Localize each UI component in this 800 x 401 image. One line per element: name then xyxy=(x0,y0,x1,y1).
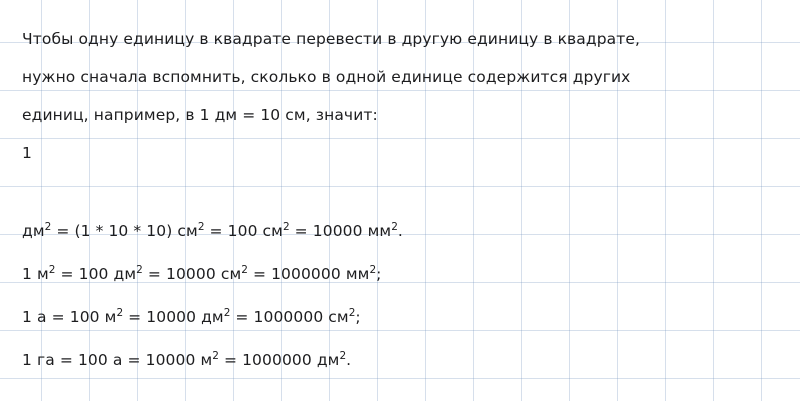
formula-part: = 1000000 см xyxy=(230,308,349,326)
exponent: 2 xyxy=(197,220,205,233)
formula-part: = 100 см xyxy=(204,222,283,240)
exponent: 2 xyxy=(282,220,290,233)
exponent: 2 xyxy=(48,263,56,276)
exponent: 2 xyxy=(223,306,231,319)
formula-part: ; xyxy=(355,308,361,326)
intro-line-1: Чтобы одну единицу в квадрате перевести в другую единицу в квадрате, xyxy=(22,30,641,48)
formula-a xyxy=(22,296,782,339)
intro-line-3: единиц, например, в 1 дм = 10 см, значит: xyxy=(22,106,378,124)
formula-part: = 10000 см xyxy=(142,265,242,283)
formula-part: . xyxy=(397,222,403,240)
blank-line xyxy=(22,172,782,210)
formula-part: = 1000000 дм xyxy=(218,351,340,369)
formula-part: ; xyxy=(376,265,382,283)
exponent: 2 xyxy=(241,263,248,276)
formula-part: 1 га = 100 а = 10000 м xyxy=(22,351,213,369)
intro-paragraph xyxy=(22,20,782,134)
exponent: 2 xyxy=(116,306,124,319)
formula-part: дм xyxy=(22,222,45,240)
formula-part: = 10000 мм xyxy=(289,222,392,240)
formula-part: . xyxy=(346,351,352,369)
formula-part: = (1 * 10 * 10) см xyxy=(51,222,198,240)
formula-part: = 1000000 мм xyxy=(247,265,370,283)
formula-m2 xyxy=(22,253,782,296)
exponent: 2 xyxy=(391,220,398,233)
formula-ga xyxy=(22,339,782,382)
exponent: 2 xyxy=(369,263,377,276)
lone-numerator: 1 xyxy=(22,144,32,162)
formula-part: 1 а = 100 м xyxy=(22,308,117,326)
exponent: 2 xyxy=(339,349,347,362)
formula-part: 1 м xyxy=(22,265,49,283)
formula-part: = 10000 дм xyxy=(123,308,224,326)
exponent: 2 xyxy=(348,306,356,319)
formula-dm2 xyxy=(22,210,782,253)
exponent: 2 xyxy=(44,220,52,233)
exponent: 2 xyxy=(136,263,143,276)
intro-line-2: нужно сначала вспомнить, сколько в одной единице содержится других xyxy=(22,68,631,86)
formula-part: = 100 дм xyxy=(55,265,137,283)
exponent: 2 xyxy=(212,349,219,362)
